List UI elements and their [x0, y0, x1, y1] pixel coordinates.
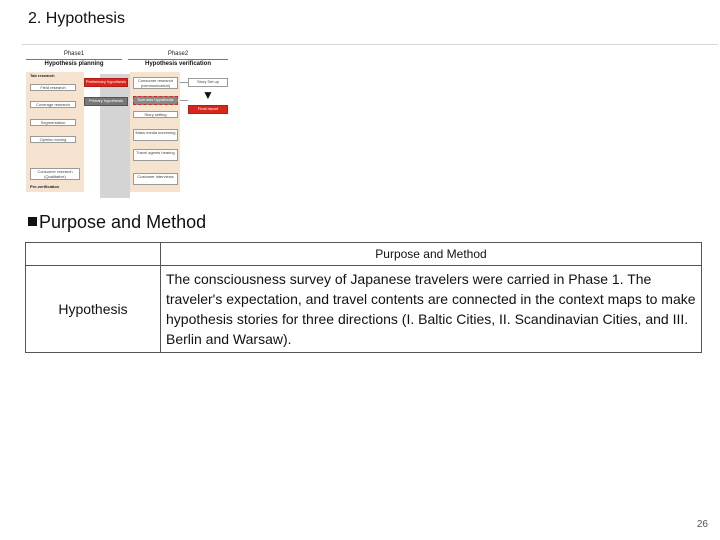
title-divider	[22, 44, 718, 45]
row-body: The consciousness survey of Japanese travelers were carried in Phase 1. The traveler's expectation, and travel contents are connected in the context maps to make hypothesis stories for three directions (I. Baltic Cities, II. Scandinavian Cities, and III. Berlin and Warsaw).	[161, 266, 702, 353]
final-report-box: Final report	[188, 105, 228, 114]
phase2-subheader: Hypothesis verification	[144, 61, 212, 67]
row-label: Hypothesis	[26, 266, 161, 353]
phase2-item: Mass media screening	[133, 129, 178, 141]
phase1-header: Phase1	[26, 50, 122, 60]
phase2-header: Phase2	[128, 50, 228, 60]
down-arrow-icon: ▼	[202, 88, 214, 102]
phase2-item: Customer interviews	[133, 173, 178, 185]
phase2-item: Travel agents hearing	[133, 149, 178, 161]
phase2-item: Story setting	[133, 111, 178, 118]
phase1-item: Coverage research	[30, 101, 76, 108]
preliminary-hypothesis-box: Preliminary hypothesis	[84, 78, 128, 87]
section-heading-text: Purpose and Method	[39, 212, 207, 232]
flow-wedge	[100, 74, 130, 198]
story-setup-box: Story Set up	[188, 78, 228, 87]
square-bullet-icon	[28, 217, 37, 226]
process-diagram	[22, 50, 232, 198]
connector-line	[180, 100, 188, 101]
table-header-row	[26, 243, 702, 266]
phase2-item: Consumer research (communication)	[133, 77, 178, 89]
page-number: 26	[696, 519, 708, 530]
phase2-item: Scenario hypothesis	[133, 96, 178, 105]
phase1-footer: Pre-verification	[30, 184, 60, 189]
phase1-item: Field research	[30, 84, 76, 91]
primary-hypothesis-box: Primary hypothesis	[84, 97, 128, 106]
phase1-item-label: Tab research	[30, 73, 55, 78]
phase1-item: Consumer research (Qualitative)	[30, 168, 80, 180]
table-header: Purpose and Method	[161, 243, 702, 266]
section-heading	[28, 212, 206, 233]
table-corner-cell	[26, 243, 161, 266]
table-row	[26, 266, 702, 353]
connector-line	[180, 82, 188, 83]
phase1-item: Segmentation	[30, 119, 76, 126]
purpose-method-table	[25, 242, 702, 353]
phase1-subheader: Hypothesis planning	[44, 61, 104, 67]
slide-title: 2. Hypothesis	[28, 10, 125, 27]
phase1-item: Opinion boxing	[30, 136, 76, 143]
